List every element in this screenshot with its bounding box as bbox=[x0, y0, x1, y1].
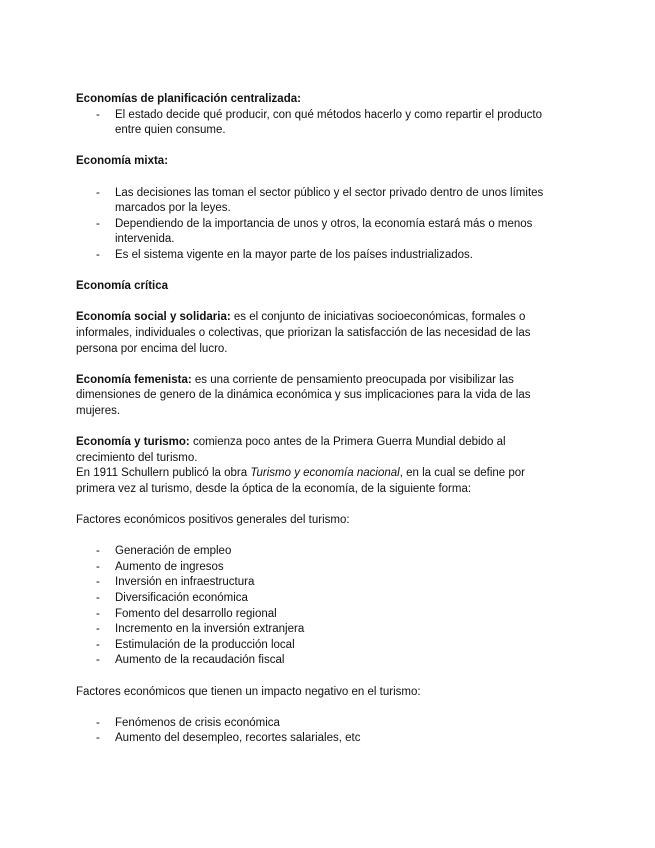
book-title: Turismo y economía nacional bbox=[250, 467, 400, 480]
list-item: - Dependiendo de la importancia de unos y otros, la economía estará más o menos intervenida. bbox=[76, 217, 566, 248]
term-social: Economía social y solidaria: bbox=[76, 311, 231, 324]
paragraph-schullern bbox=[76, 466, 566, 497]
text-social: es el conjunto de iniciativas socioeconómicas, formales o informales, individuales o colectivas, que priorizan la satisfacción de las necesidad de las persona por encima del lucro. bbox=[76, 311, 531, 355]
list-item: - Fomento del desarrollo regional bbox=[76, 607, 566, 623]
list-item: - Aumento de la recaudación fiscal bbox=[76, 653, 566, 669]
document-content bbox=[76, 92, 566, 747]
term-turismo: Economía y turismo: bbox=[76, 436, 190, 449]
list-item: - Generación de empleo bbox=[76, 544, 566, 560]
list-centralizada bbox=[76, 108, 566, 139]
text-turismo: comienza poco antes de la Primera Guerra Mundial debido al crecimiento del turismo. bbox=[76, 436, 506, 464]
text-feminista: es una corriente de pensamiento preocupada por visibilizar las dimensiones de genero de la dinámica económica y sus implicaciones para la vida de las mujeres. bbox=[76, 373, 531, 417]
list-item: - Aumento del desempleo, recortes salariales, etc bbox=[76, 731, 566, 747]
paragraph-social bbox=[76, 310, 566, 357]
paragraph-feminista bbox=[76, 373, 566, 420]
term-feminista: Economía femenista: bbox=[76, 373, 192, 386]
heading-mixta: Economía mixta: bbox=[76, 155, 169, 168]
title-positivos: Factores económicos positivos generales del turismo: bbox=[76, 514, 350, 527]
list-item: - Inversión en infraestructura bbox=[76, 575, 566, 591]
list-item: - Incremento en la inversión extranjera bbox=[76, 622, 566, 638]
list-item: - Las decisiones las toman el sector público y el sector privado dentro de unos límites marcados por la leyes. bbox=[76, 186, 566, 217]
list-item: - Es el sistema vigente en la mayor parte de los países industrializados. bbox=[76, 248, 566, 264]
heading-critica: Economía crítica bbox=[76, 280, 169, 293]
title-negativos: Factores económicos que tienen un impacto negativo en el turismo: bbox=[76, 685, 421, 698]
list-item: - Diversificación económica bbox=[76, 591, 566, 607]
list-positivos bbox=[76, 544, 566, 669]
list-mixta bbox=[76, 186, 566, 264]
text-schullern: En 1911 Schullern publicó la obra bbox=[76, 467, 251, 480]
list-item: - Fenómenos de crisis económica bbox=[76, 716, 566, 732]
list-item: - El estado decide qué producir, con qué métodos hacerlo y como repartir el producto entre quien consume. bbox=[76, 108, 566, 139]
paragraph-turismo bbox=[76, 435, 566, 466]
text-schullern-cont: , en la cual se define por primera vez al turismo, desde la óptica de la economía, de la siguiente forma: bbox=[76, 467, 525, 495]
list-item: - Aumento de ingresos bbox=[76, 560, 566, 576]
list-item: - Estimulación de la producción local bbox=[76, 638, 566, 654]
heading-centralizada: Economías de planificación centralizada: bbox=[76, 93, 301, 105]
list-negativos bbox=[76, 716, 566, 747]
